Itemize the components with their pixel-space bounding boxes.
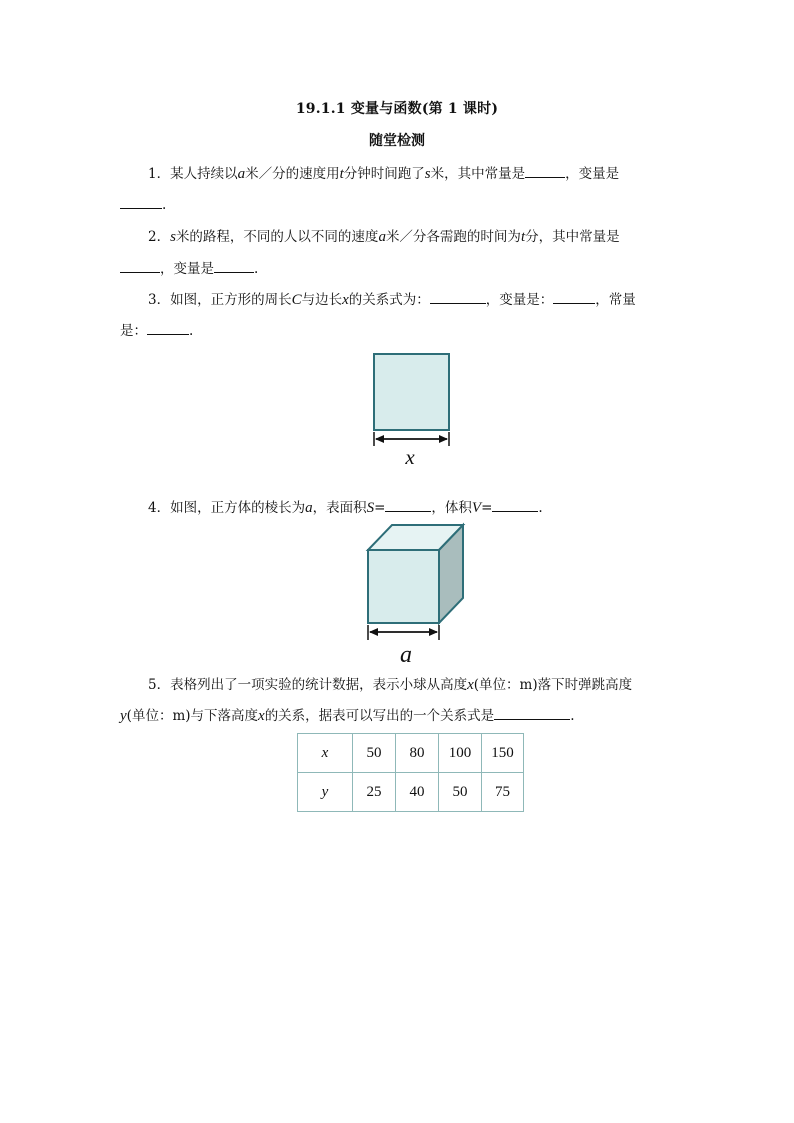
q3-blank-variable[interactable]	[553, 291, 595, 304]
q3-text-e: ，常量	[595, 292, 636, 308]
q4-blank-area[interactable]	[385, 499, 431, 512]
q4-end: .	[538, 500, 543, 516]
q1-text-a: 1．某人持续以	[148, 166, 238, 182]
q5-text-a: 5．表格列出了一项实验的统计数据，表示小球从高度	[148, 677, 468, 693]
q3-end: .	[189, 323, 194, 339]
q5-text-d: 的关系，据表可以写出的一个关系式是	[264, 708, 495, 724]
square-shape	[374, 354, 449, 430]
q1-var-s: s	[424, 166, 431, 182]
cube-edge-label: a	[400, 642, 412, 668]
square-side-label: x	[405, 445, 415, 469]
q1-text-b: 米／分的速度用	[245, 166, 340, 182]
question-3-line-1	[148, 291, 636, 309]
q5-var-x2: x	[258, 708, 265, 724]
question-4-line	[148, 499, 543, 517]
q3-text-a: 3．如图，正方形的周长	[148, 292, 292, 308]
table-cell: 25	[353, 773, 396, 812]
q4-var-a: a	[305, 500, 313, 516]
q1-var-t: t	[339, 166, 344, 182]
q4-var-s: S	[366, 500, 375, 516]
q2-text-d: ，变量是	[160, 261, 214, 277]
question-5-line-2	[120, 707, 574, 725]
q2-text-a: 米的路程，不同的人以不同的速度	[175, 229, 379, 245]
page-title: 19.1.1 变量与函数(第 1 课时)	[295, 101, 499, 117]
q4-text-a: 4．如图，正方体的棱长为	[148, 500, 306, 516]
q2-var-s: s	[170, 229, 176, 245]
question-1-line-2	[120, 196, 166, 214]
table-cell: 75	[482, 773, 524, 812]
q3-blank-relation[interactable]	[430, 291, 486, 304]
table-row	[298, 773, 524, 812]
q3-text-c: 的关系式为：	[348, 292, 430, 308]
q1-text-e: ，变量是	[565, 166, 620, 182]
table-row	[298, 734, 524, 773]
question-2-line-2	[120, 260, 258, 278]
q3-var-x: x	[342, 292, 349, 308]
q1-var-a: a	[237, 166, 246, 182]
cube-figure	[360, 520, 472, 670]
table-cell: 80	[396, 734, 439, 773]
q5-var-x: x	[467, 677, 474, 693]
q3-blank-constant[interactable]	[147, 322, 189, 335]
q3-text-b: 与边长	[301, 292, 343, 308]
q4-eq1: =	[374, 500, 386, 516]
q2-text-b: 米／分各需跑的时间为	[385, 229, 521, 245]
table-cell: 100	[439, 734, 482, 773]
q1-text-d: 米，其中常量是	[430, 166, 526, 182]
q4-var-v: V	[471, 500, 482, 516]
q1-blank-constant[interactable]	[525, 165, 565, 178]
data-table	[297, 733, 524, 812]
table-cell: 50	[439, 773, 482, 812]
q5-text-c: (单位：m)与下落高度	[126, 708, 259, 724]
q4-blank-volume[interactable]	[492, 499, 538, 512]
q5-end: .	[570, 708, 575, 724]
q1-blank-variable[interactable]	[120, 196, 162, 209]
q2-text-c: 分，其中常量是	[525, 229, 620, 245]
q2-end: .	[254, 261, 259, 277]
q5-blank-relation[interactable]	[494, 707, 570, 720]
table-cell: 40	[396, 773, 439, 812]
q3-var-c: C	[291, 292, 302, 308]
table-cell: x	[298, 734, 353, 773]
q1-text-c: 分钟时间跑了	[343, 166, 425, 182]
table-cell: 150	[482, 734, 524, 773]
q5-var-y: y	[120, 708, 127, 724]
page-subtitle: 随堂检测	[369, 133, 425, 149]
question-1-line-1	[148, 165, 619, 183]
q1-end: .	[162, 197, 167, 213]
q2-var-t: t	[520, 229, 526, 245]
question-2-line-1: 2．s米的路程，不同的人以不同的速度a米／分各需跑的时间为t分，其中常量是	[148, 229, 620, 245]
q2-var-a: a	[378, 229, 386, 245]
question-5-line-1	[148, 676, 632, 694]
cube-front-face	[368, 550, 439, 623]
q2-blank-variable[interactable]	[214, 260, 254, 273]
question-3-line-2	[120, 322, 193, 340]
q3-text-d: ，变量是：	[485, 292, 554, 308]
table-cell: 50	[353, 734, 396, 773]
table-cell: y	[298, 773, 353, 812]
q2-blank-constant[interactable]	[120, 260, 160, 273]
q4-eq2: =	[481, 500, 493, 516]
q3-text-f: 是：	[120, 323, 147, 339]
q4-text-c: ，体积	[431, 500, 472, 516]
square-figure	[366, 350, 458, 470]
q5-text-b: (单位：m)落下时弹跳高度	[473, 677, 633, 693]
q4-text-b: ，表面积	[312, 500, 367, 516]
